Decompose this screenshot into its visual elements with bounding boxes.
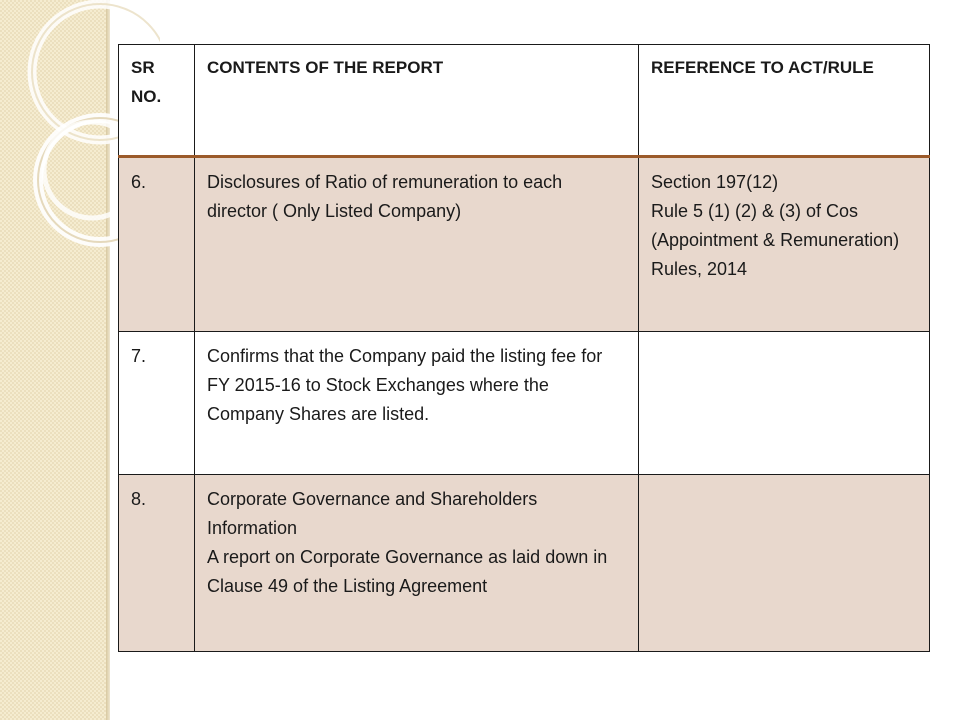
- header-reference: REFERENCE TO ACT/RULE: [639, 45, 930, 157]
- reference-cell: [639, 475, 930, 652]
- reference-text: Rule 5 (1) (2) & (3) of Cos (Appointment & Remuneration) Rules, 2014: [651, 201, 900, 279]
- table-row: [119, 475, 930, 652]
- sr-cell: 7.: [119, 332, 195, 475]
- sr-cell: 8.: [119, 475, 195, 652]
- header-sr-no: SR NO.: [119, 45, 195, 157]
- header-contents: CONTENTS OF THE REPORT: [195, 45, 639, 157]
- contents-cell: [195, 475, 639, 652]
- reference-cell: [639, 332, 930, 475]
- contents-cell: [195, 157, 639, 332]
- contents-text: Disclosures of Ratio of remuneration to each director ( Only Listed Company): [207, 172, 563, 221]
- contents-text: Corporate Governance and Shareholders Information: [207, 489, 538, 538]
- report-contents-table: [118, 44, 930, 652]
- table-row: [119, 332, 930, 475]
- sr-cell: 6.: [119, 157, 195, 332]
- contents-cell: [195, 332, 639, 475]
- table-header-row: [119, 45, 930, 157]
- contents-text: Confirms that the Company paid the listing fee for FY 2015-16 to Stock Exchanges where the Company Shares are listed.: [207, 346, 603, 424]
- reference-text: Section 197(12): [651, 172, 779, 192]
- table-row: [119, 157, 930, 332]
- contents-text: A report on Corporate Governance as laid down in Clause 49 of the Listing Agreement: [207, 547, 608, 596]
- reference-cell: [639, 157, 930, 332]
